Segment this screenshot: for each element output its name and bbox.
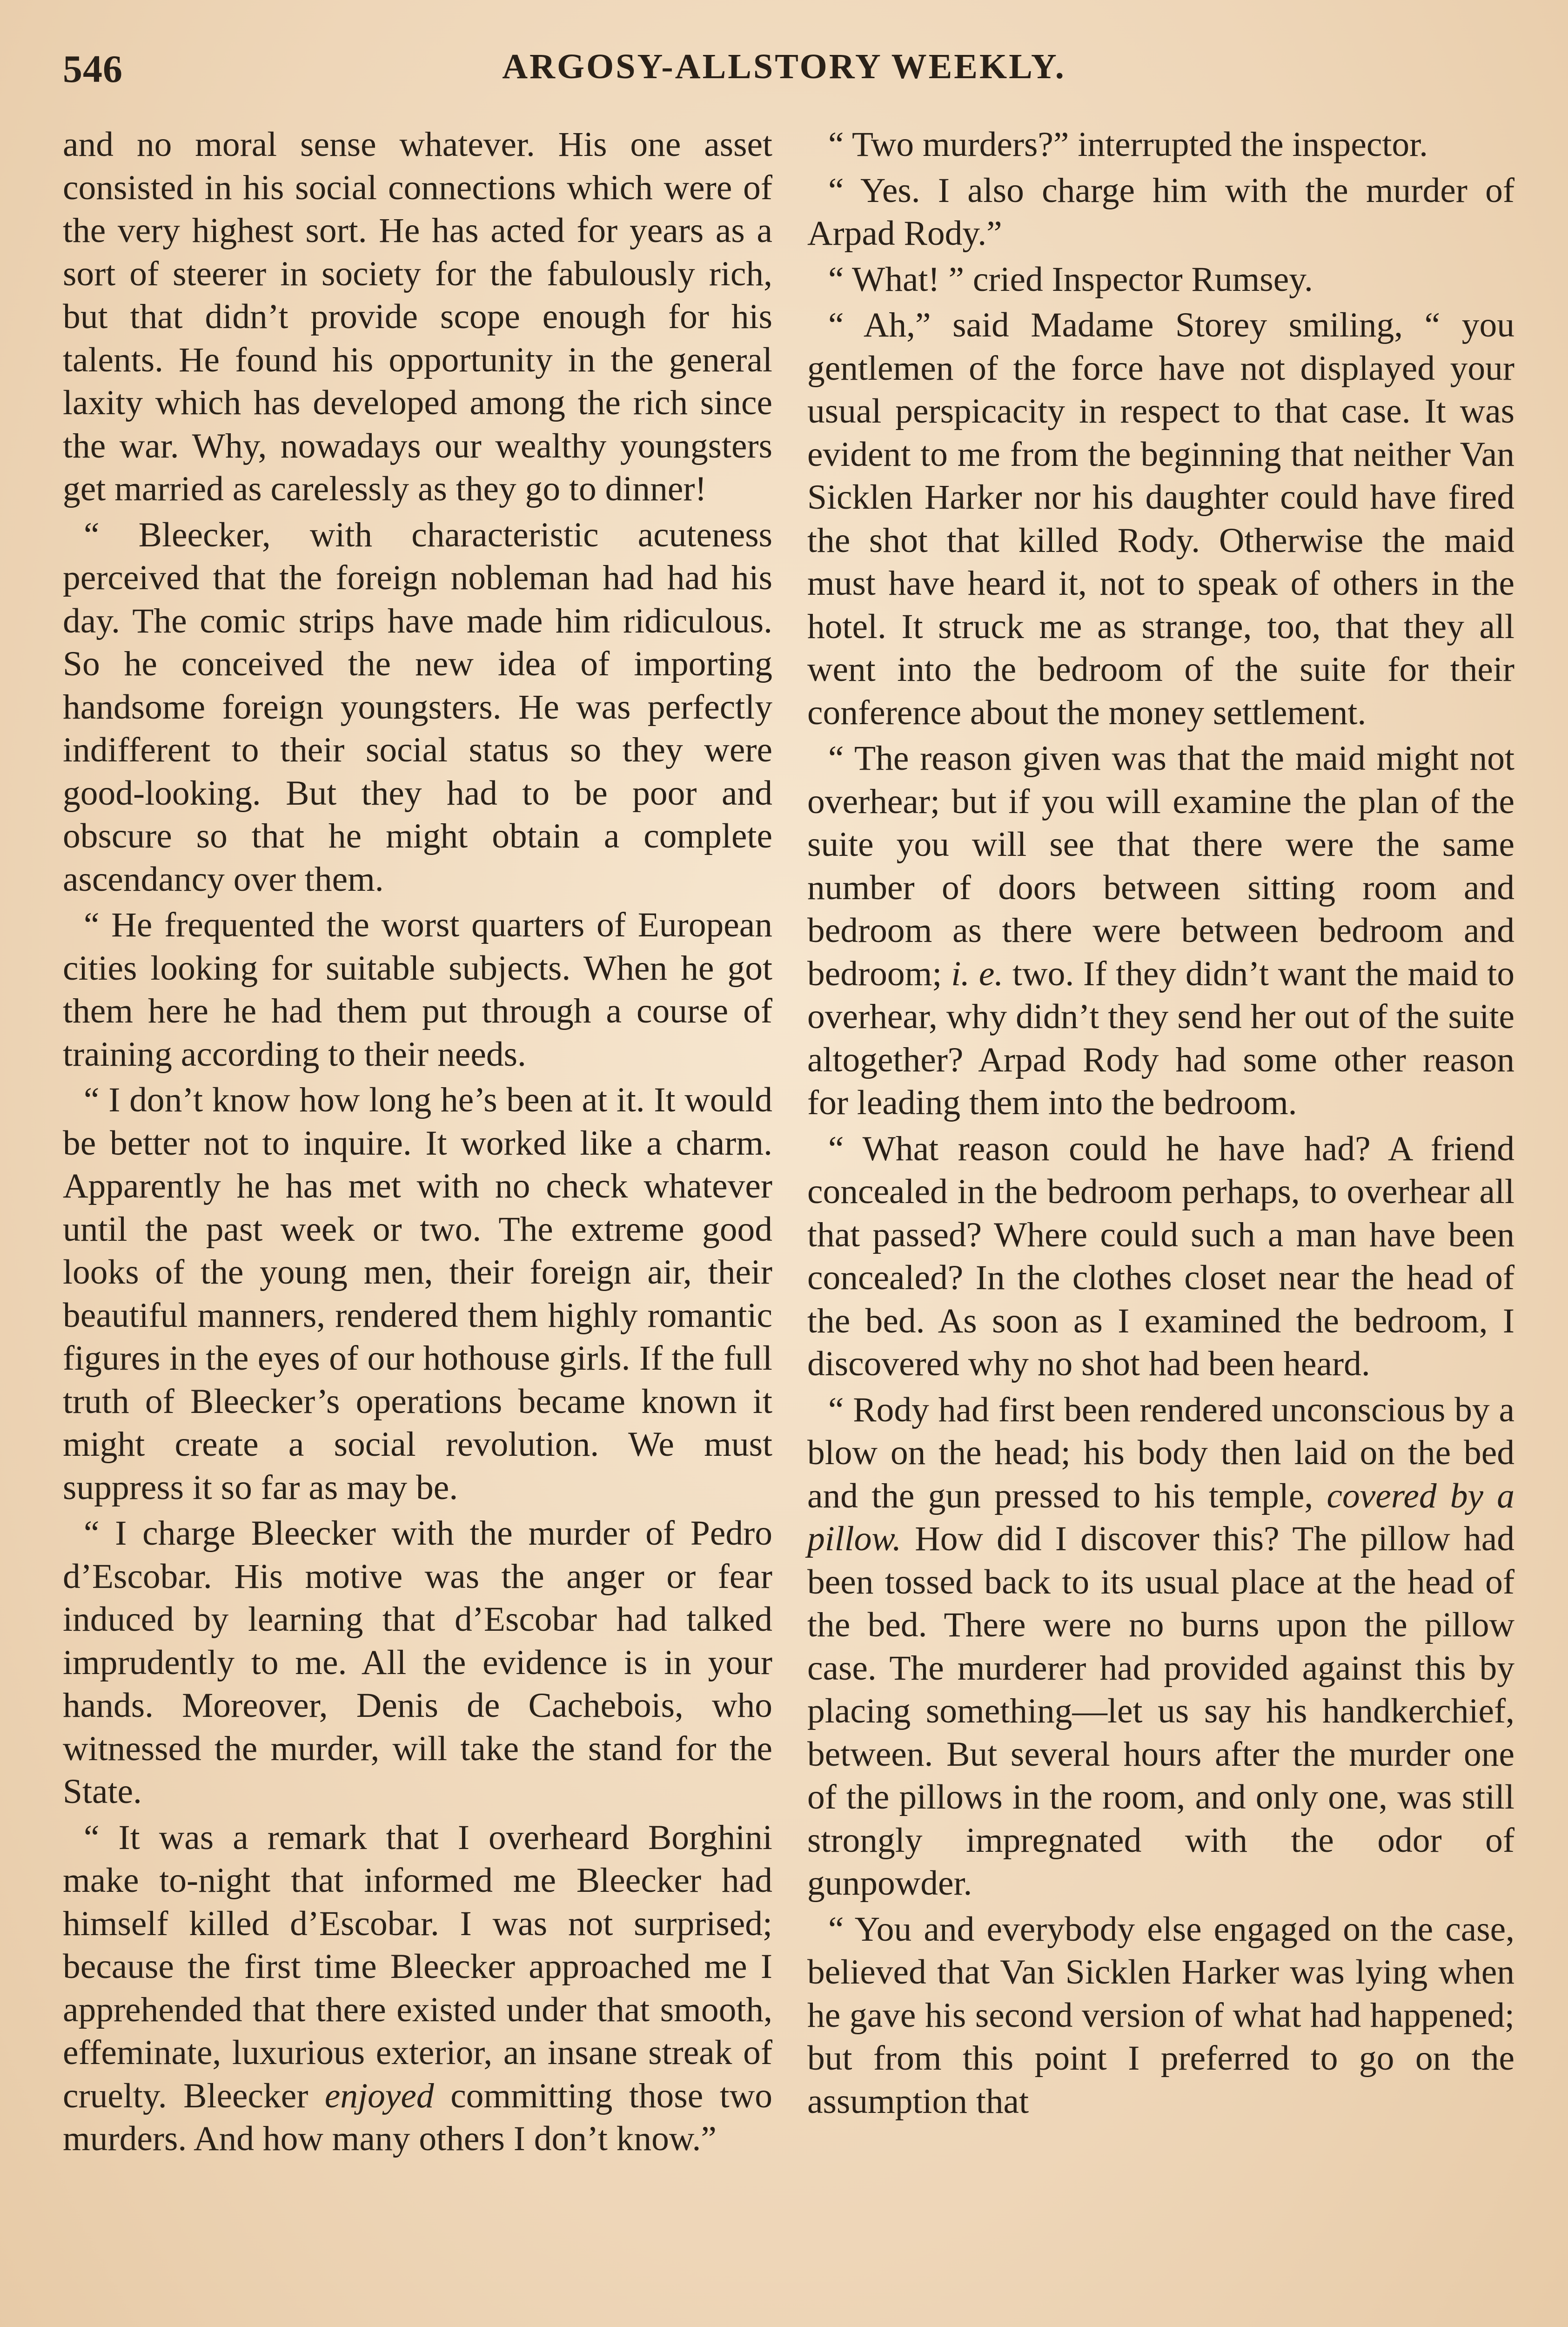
page-header bbox=[63, 47, 1505, 98]
paragraph: “ Bleecker, with characteristic acuteness perceived that the foreign nobleman had had his day. The comic strips have made him ridiculous. So he conceived the new idea of importing handsome foreign youngsters. He was perfectly indifferent to their social status so they were good-looking. But they had to be poor and obscure so that he might obtain a complete ascendancy over them. bbox=[63, 515, 772, 899]
paragraph bbox=[807, 737, 1514, 1125]
paragraph: “ Yes. I also charge him with the murder of Arpad Rody.” bbox=[807, 171, 1514, 253]
paragraph: “ I charge Bleecker with the murder of Pedro d’Escobar. His motive was the anger or fear induced by learning that d’Escobar had talked imprudently to me. All the evidence is in your hands. Moreover, Denis de Cachebois, who witnessed the murder, will take the stand for the State. bbox=[63, 1514, 772, 1811]
italic-text: enjoyed bbox=[324, 2076, 434, 2115]
paragraph-text: two. If they didn’t want the maid to overhear, why didn’t they send her out of the suite altogether? Arpad Rody had some other reason for leading them into the bedroom. bbox=[807, 954, 1514, 1122]
paragraph-text: committing those two murders. And how many others I don’t know.” bbox=[63, 2076, 772, 2158]
paragraph: and no moral sense whatever. His one asset consisted in his social connections which were of the very highest sort. He has acted for years as a sort of steerer in society for the fabulously rich, but that didn’t provide scope enough for his talents. He found his opportunity in the general laxity which has developed among the rich since the war. Why, nowadays our wealthy youngsters get married as carelessly as they go to dinner! bbox=[63, 125, 772, 508]
paragraph: “ What reason could he have had? A friend concealed in the bedroom perhaps, to overhear all that passed? Where could such a man have been concealed? In the clothes closet near the head of the bed. As soon as I examined the bedroom, I discovered why no shot had been heard. bbox=[807, 1129, 1514, 1383]
paragraph: “ Two murders?” interrupted the inspector. bbox=[828, 125, 1428, 164]
page-number: 546 bbox=[63, 47, 123, 91]
italic-text: covered by a pillow. bbox=[807, 1476, 1514, 1558]
paragraph bbox=[63, 1816, 772, 2161]
paragraph bbox=[807, 1389, 1514, 1905]
paragraph-text: “ It was a remark that I overheard Borghini make to-night that informed me Bleecker had himself killed d’Escobar. I was not surprised; because the first time Bleecker approached me I apprehended that there existed under that smooth, effeminate, luxurious exterior, an insane streak of cruelty. Bleecker bbox=[63, 1818, 772, 2115]
paragraph: “ Ah,” said Madame Storey smiling, “ you gentlemen of the force have not displayed your usual perspicacity in respect to that case. It was evident to me from the beginning that neither Van Sicklen Harker nor his daughter could have fired the shot that killed Rody. Otherwise the maid must have heard it, not to speak of others in the hotel. It struck me as strange, too, that they all went into the bedroom of the suite for their conference about the money settlement. bbox=[807, 306, 1514, 732]
running-title: ARGOSY-ALLSTORY WEEKLY. bbox=[502, 47, 1066, 86]
paragraph: “ He frequented the worst quarters of European cities looking for suitable subjects. When he got them here he had them put through a course of training according to their needs. bbox=[63, 906, 772, 1074]
right-column bbox=[807, 123, 1514, 2126]
paragraph: “ I don’t know how long he’s been at it. It would be better not to inquire. It worked like a charm. Apparently he has met with no check whatever until the past week or two. The extreme good looks of the young men, their foreign air, their beautiful manners, rendered them highly romantic figures in the eyes of our hothouse girls. If the full truth of Bleecker’s operations became known it might create a social revolution. We must suppress it so far as may be. bbox=[63, 1081, 772, 1507]
italic-text: i. e. bbox=[951, 954, 1004, 993]
left-column bbox=[63, 123, 772, 2164]
paragraph: “ What! ” cried Inspector Rumsey. bbox=[828, 260, 1313, 299]
paragraph-text: How did I discover this? The pillow had been tossed back to its usual place at the head of the bed. There were no burns upon the pillow case. The murderer had provided against this by placing something—let us say his handkerchief, between. But several hours after the murder one of the pillows in the room, and only one, was still strongly impregnated with the odor of gunpowder. bbox=[807, 1520, 1514, 1903]
paragraph-text: “ Rody had first been rendered unconscious by a blow on the head; his body then laid on the bed and the gun pressed to his temple, bbox=[807, 1390, 1514, 1515]
paragraph: “ You and everybody else engaged on the case, believed that Van Sicklen Harker was lying when he gave his second version of what had happened; but from this point I preferred to go on the assumption that bbox=[807, 1910, 1514, 2121]
paragraph-text: “ The reason given was that the maid might not overhear; but if you will examine the plan of the suite you will see that there were the same number of doors between sitting room and bedroom as there were between bedroom and bedroom; bbox=[807, 739, 1514, 993]
